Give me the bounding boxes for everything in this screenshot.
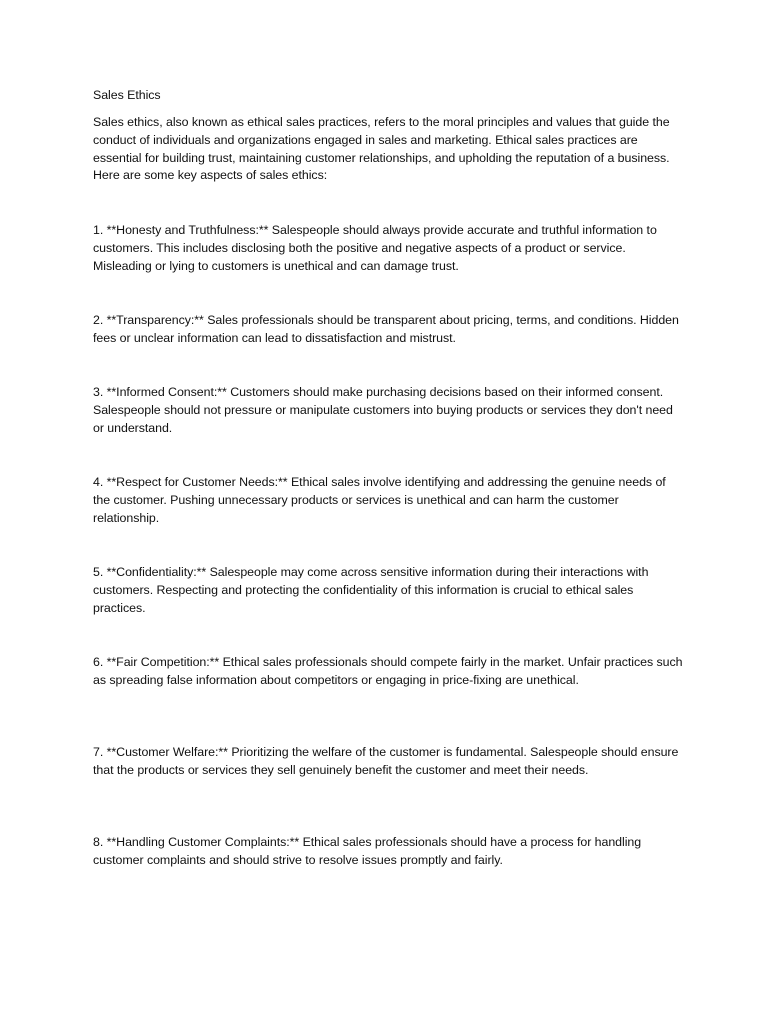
list-item: 6. **Fair Competition:** Ethical sales professionals should compete fairly in the market. Unfair practices such as spreading false information about competitors or engaging in price-fixing are unethical. [93, 655, 683, 687]
list-item: 8. **Handling Customer Complaints:** Ethical sales professionals should have a process for handling customer complaints and should strive to resolve issues promptly and fairly. [93, 835, 642, 867]
list-item: 2. **Transparency:** Sales professionals should be transparent about pricing, terms, and conditions. Hidden fees or unclear information can lead to dissatisfaction and mistrust. [93, 313, 679, 345]
document-title: Sales Ethics [93, 88, 161, 102]
intro-paragraph: Sales ethics, also known as ethical sales practices, refers to the moral principles and values that guide the conduct of individuals and organizations engaged in sales and marketing. Ethical sales practices are essential for building trust, maintaining customer relationships, and upholding the reputation of a business. Here are some key aspects of sales ethics: [93, 115, 670, 183]
list-item: 4. **Respect for Customer Needs:** Ethical sales involve identifying and addressing the genuine needs of the customer. Pushing unnecessary products or services is unethical and can harm the customer relationship. [93, 475, 666, 525]
list-item: 1. **Honesty and Truthfulness:** Salespeople should always provide accurate and truthful information to customers. This includes disclosing both the positive and negative aspects of a product or service. Misleading or lying to customers is unethical and can damage trust. [93, 223, 657, 273]
list-item: 5. **Confidentiality:** Salespeople may come across sensitive information during their interactions with customers. Respecting and protecting the confidentiality of this information is crucial to ethical sales practices. [93, 565, 649, 615]
list-item: 7. **Customer Welfare:** Prioritizing the welfare of the customer is fundamental. Salespeople should ensure that the products or services they sell genuinely benefit the customer and meet their needs. [93, 745, 679, 777]
list-item: 3. **Informed Consent:** Customers should make purchasing decisions based on their informed consent. Salespeople should not pressure or manipulate customers into buying products or services they don't need or understand. [93, 385, 673, 435]
